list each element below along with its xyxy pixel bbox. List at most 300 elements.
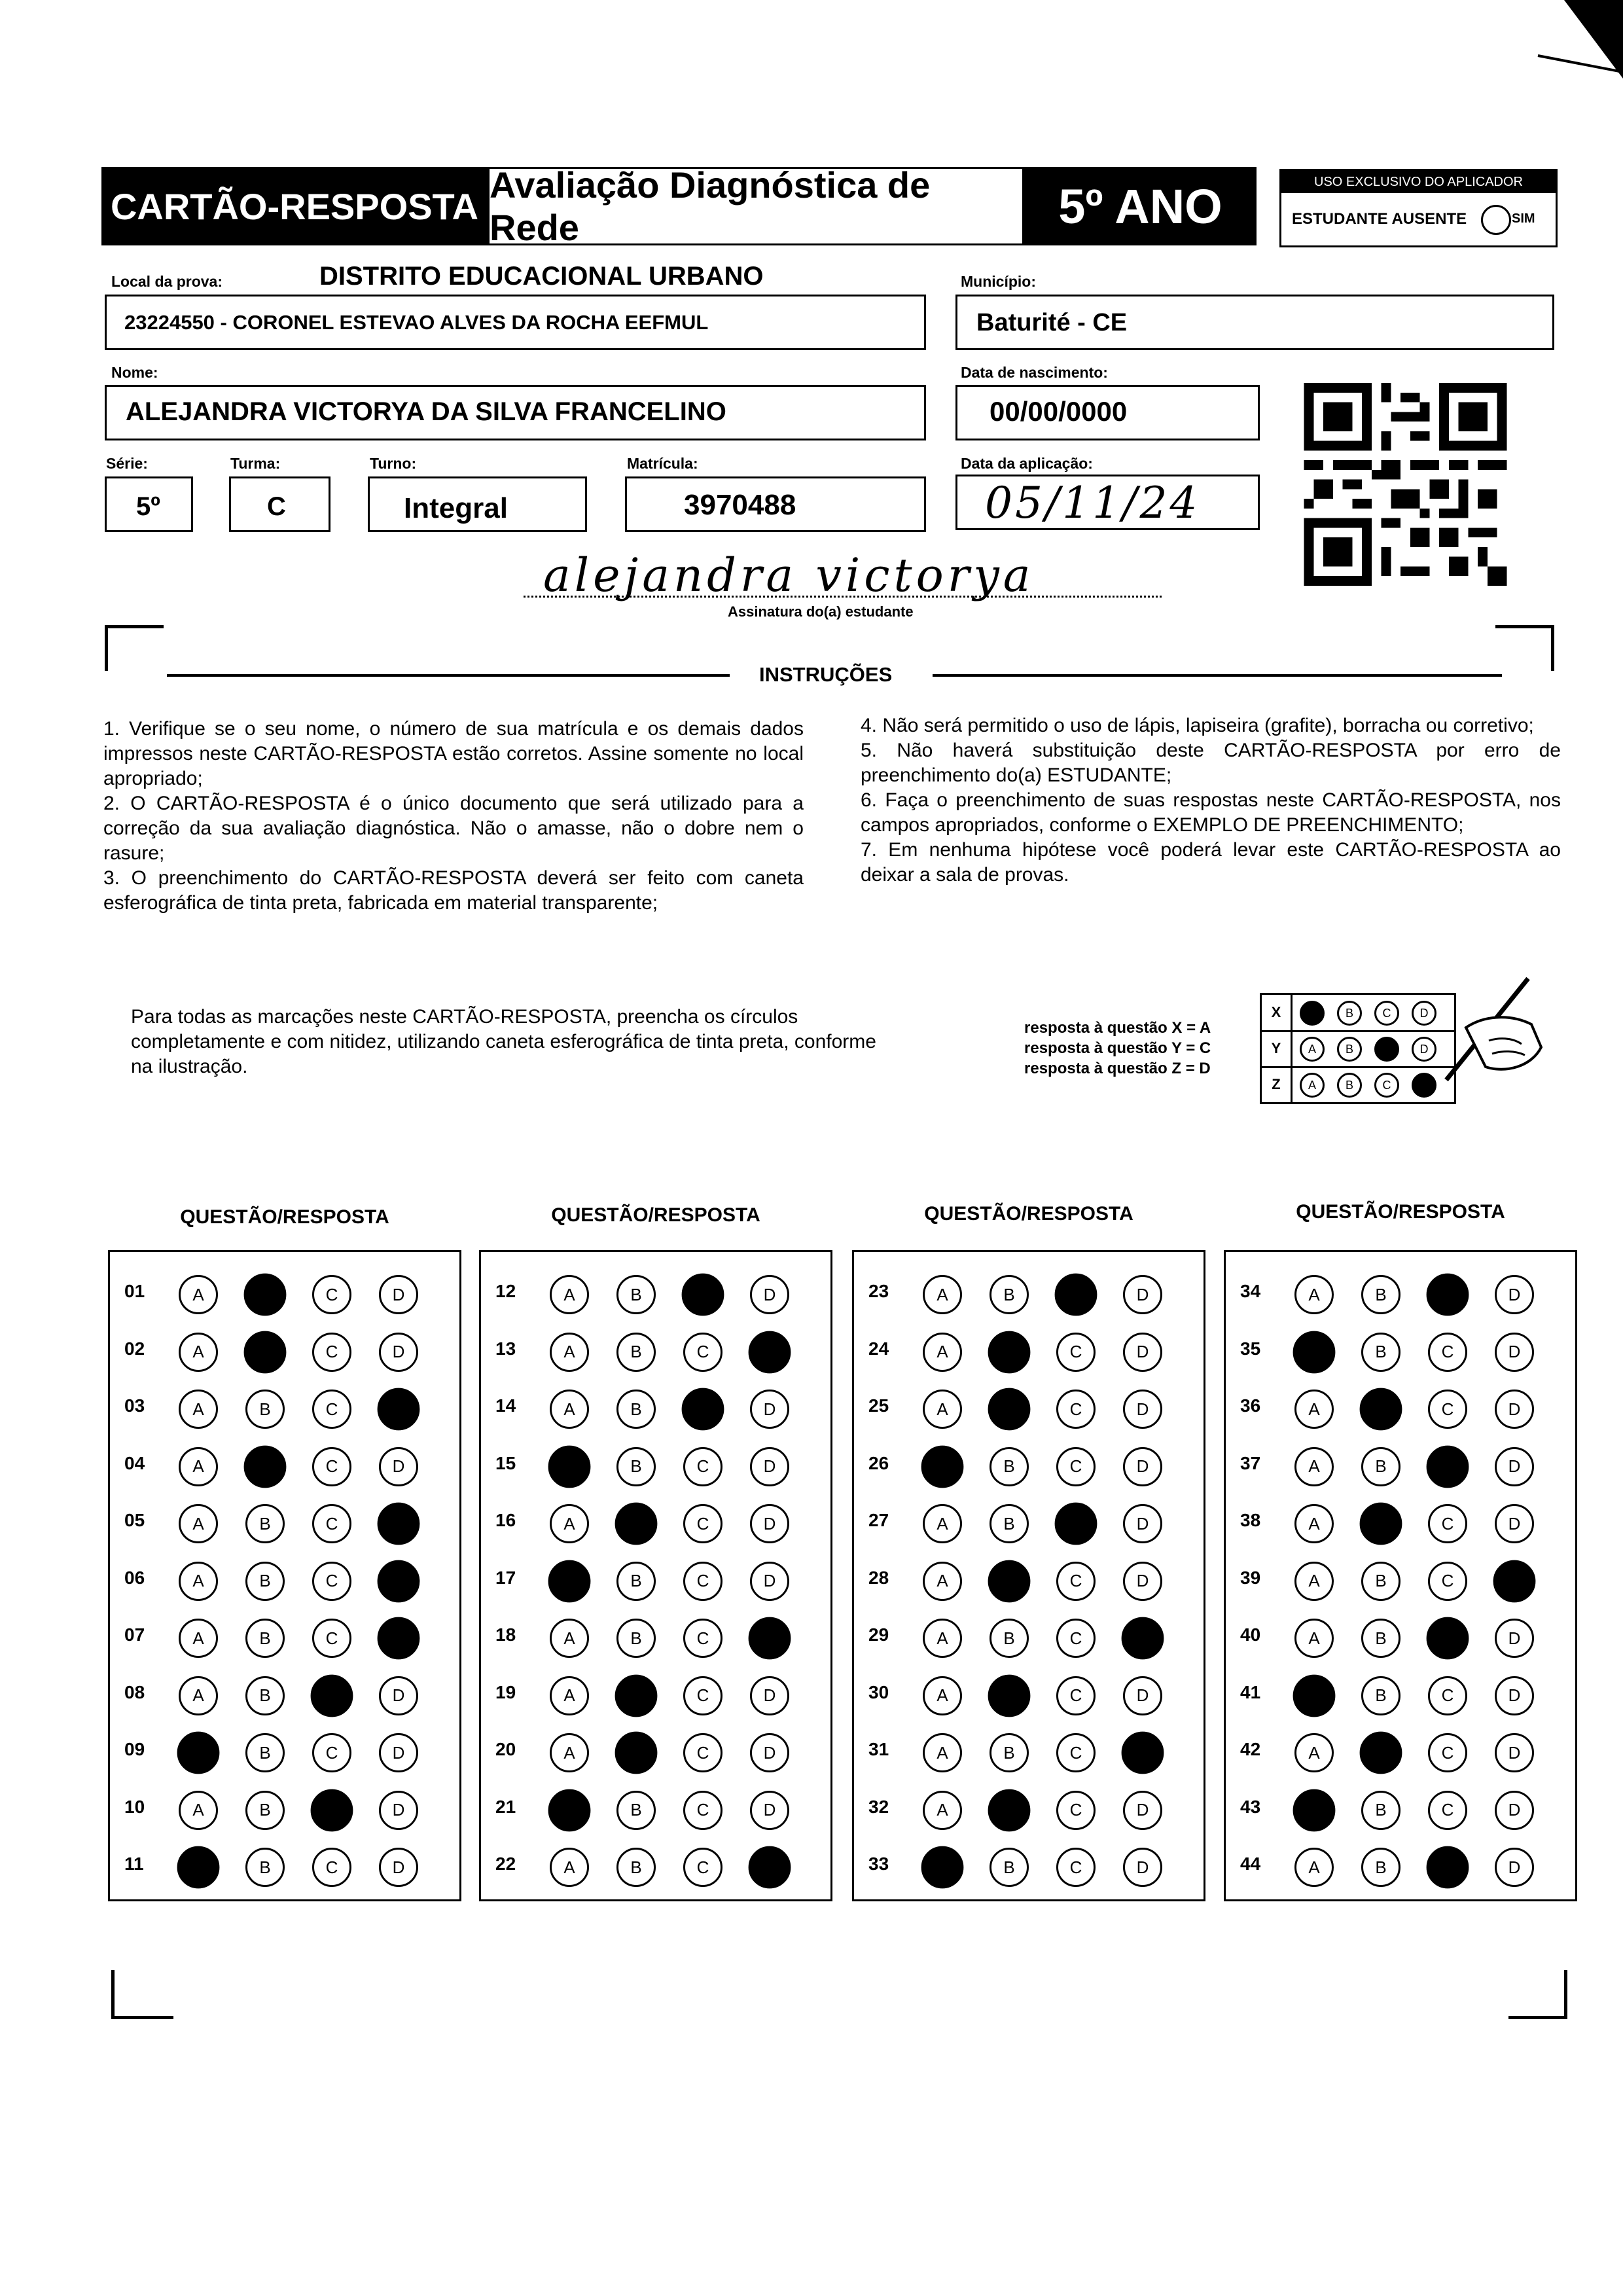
answer-bubble-b[interactable]: B [990,1848,1029,1887]
answer-bubble-b[interactable]: B [988,1388,1031,1431]
answer-bubble-a[interactable]: A [1293,1331,1336,1373]
answer-bubble-c[interactable]: C [1055,1274,1097,1316]
pen-hand-illustration [1427,975,1548,1096]
municipio-label: Município: [961,273,1036,290]
answer-bubble-d[interactable]: D [1123,1504,1162,1543]
question-row [481,1272,830,1311]
signature-line [524,596,1162,598]
question-number: 28 [868,1567,889,1588]
instructions-title: INSTRUÇÕES [759,663,893,686]
answer-bubble-d[interactable]: D [1123,1562,1162,1601]
answer-bubble-b[interactable]: B [990,1504,1029,1543]
answer-bubble-c[interactable]: C [683,1848,722,1887]
crop-mark-tl-h [105,625,164,628]
column-title: QUESTÃO/RESPOSTA [551,1204,760,1226]
answer-bubble-c[interactable]: C [1055,1503,1097,1545]
answer-bubble-c[interactable]: C [1427,1445,1469,1488]
answer-bubble-b[interactable]: B [616,1619,656,1658]
answer-bubble-a[interactable]: A [550,1390,589,1429]
question-number: 01 [124,1281,145,1301]
answer-bubble-c[interactable]: C [1428,1791,1467,1830]
local-label: Local da prova: [111,273,223,290]
answer-bubble-b[interactable]: B [245,1848,285,1887]
answer-bubble-c[interactable]: C [683,1733,722,1772]
column-title: QUESTÃO/RESPOSTA [924,1203,1133,1225]
answer-bubble-d[interactable]: D [1122,1617,1164,1660]
question-row [110,1329,459,1369]
answer-bubble-d[interactable]: D [750,1791,789,1830]
answer-bubble-c[interactable]: C [1056,1676,1096,1715]
answer-bubble-c[interactable]: C [312,1333,351,1372]
answer-bubble-b[interactable]: B [615,1674,658,1717]
answer-bubble-a[interactable]: A [1294,1733,1334,1772]
answer-bubble-b[interactable]: B [616,1333,656,1372]
answer-bubble-b[interactable]: B [616,1848,656,1887]
instruction-4: 4. Não será permitido o uso de lápis, lapiseira (grafite), borracha ou corretivo; [861,715,1534,736]
answer-bubble-a[interactable]: A [923,1791,962,1830]
answer-bubble-a[interactable]: A [1294,1619,1334,1658]
answer-bubble-c[interactable]: C [683,1504,722,1543]
question-number: 27 [868,1510,889,1530]
answer-bubble-a[interactable]: A [923,1390,962,1429]
answer-bubble-a[interactable]: A [1293,1789,1336,1831]
corner-mark-top-right [1525,0,1623,85]
answer-bubble-b[interactable]: B [1361,1275,1400,1314]
answer-bubble-c[interactable]: C [312,1390,351,1429]
example-bubble-d: D [1412,1073,1436,1098]
signature-label: Assinatura do(a) estudante [728,603,914,620]
answer-bubble-d[interactable]: D [749,1846,791,1889]
crop-mark-bl-v [111,1970,115,2019]
answer-bubble-d[interactable]: D [378,1503,420,1545]
question-row [1226,1386,1575,1426]
exam-title: Avaliação Diagnóstica de Rede [488,167,1024,245]
question-number: 29 [868,1624,889,1645]
question-row [1226,1787,1575,1827]
question-number: 07 [124,1624,145,1645]
answer-bubble-d[interactable]: D [1123,1447,1162,1486]
question-row [481,1730,830,1769]
answer-bubble-c[interactable]: C [683,1791,722,1830]
answer-bubble-b[interactable]: B [1361,1619,1400,1658]
crop-mark-br-v [1564,1970,1567,2019]
answer-bubble-a[interactable]: A [1294,1275,1334,1314]
question-number: 26 [868,1452,889,1473]
answer-bubble-a[interactable]: A [550,1275,589,1314]
turma-value: C [267,492,286,521]
qr-code [1302,383,1508,586]
matricula-value: 3970488 [684,489,796,521]
example-bubble-b: B [1337,1037,1362,1062]
example-line-z: resposta à questão Z = D [1024,1060,1211,1077]
answer-bubble-c[interactable]: C [1428,1390,1467,1429]
answer-bubble-a[interactable]: A [179,1275,218,1314]
answer-bubble-a[interactable]: A [179,1562,218,1601]
answer-bubble-b[interactable]: B [1361,1848,1400,1887]
answer-bubble-a[interactable]: A [179,1504,218,1543]
answer-bubble-a[interactable]: A [1294,1504,1334,1543]
answer-bubble-d[interactable]: D [750,1562,789,1601]
question-row [1226,1444,1575,1483]
question-row [854,1272,1204,1311]
answer-bubble-c[interactable]: C [1056,1619,1096,1658]
question-row [854,1558,1204,1598]
instruction-2: 2. O CARTÃO-RESPOSTA é o único documento que será utilizado para a correção da sua avaliação diagnóstica. Não o amasse, não o dobre nem o rasure; [103,793,804,864]
question-row [854,1386,1204,1426]
question-number: 31 [868,1739,889,1759]
answer-bubble-b[interactable]: B [988,1331,1031,1373]
answer-bubble-c[interactable]: C [1428,1676,1467,1715]
answer-bubble-a[interactable]: A [177,1732,220,1774]
answer-bubble-b[interactable]: B [990,1619,1029,1658]
answer-bubble-a[interactable]: A [179,1390,218,1429]
question-row [481,1329,830,1369]
question-number: 18 [495,1624,516,1645]
example-row-label: Z [1262,1067,1293,1102]
answer-bubble-a[interactable]: A [550,1504,589,1543]
answer-bubble-a[interactable]: A [1294,1848,1334,1887]
answer-bubble-d[interactable]: D [1495,1275,1534,1314]
answer-bubble-a[interactable]: A [1294,1447,1334,1486]
answer-bubble-c[interactable]: C [312,1619,351,1658]
nascimento-label: Data de nascimento: [961,364,1108,381]
answer-bubble-d[interactable]: D [1123,1333,1162,1372]
column-title: QUESTÃO/RESPOSTA [180,1206,389,1228]
fill-note: Para todas as marcações neste CARTÃO-RESPOSTA, preencha os círculos completamente e com nitidez, utilizando caneta esferográfica de tinta preta, conforme na ilustração. [131,1006,876,1077]
answer-bubble-a[interactable]: A [179,1447,218,1486]
answer-bubble-c[interactable]: C [683,1447,722,1486]
answer-bubble-a[interactable]: A [923,1504,962,1543]
absent-label: ESTUDANTE AUSENTE [1292,210,1467,228]
question-number: 16 [495,1510,516,1530]
answer-bubble-d[interactable]: D [379,1733,418,1772]
answer-bubble-a[interactable]: A [179,1333,218,1372]
crop-mark-br-h [1508,2016,1567,2019]
instruction-6: 6. Faça o preenchimento de suas respostas neste CARTÃO-RESPOSTA, nos campos apropriados, conforme o EXEMPLO DE PREENCHIMENTO; [861,789,1561,836]
answer-bubble-d[interactable]: D [749,1617,791,1660]
turma-label: Turma: [230,455,281,472]
answer-bubble-a[interactable]: A [548,1560,591,1602]
answer-bubble-d[interactable]: D [379,1848,418,1887]
answer-bubble-a[interactable]: A [179,1619,218,1658]
question-number: 34 [1240,1281,1261,1301]
answer-bubble-b[interactable]: B [990,1733,1029,1772]
instruction-1: 1. Verifique se o seu nome, o número de sua matrícula e os demais dados impressos neste CARTÃO-RESPOSTA estão corretos. Assine somente no local apropriado; [103,718,804,789]
answer-bubble-a[interactable]: A [921,1445,964,1488]
answer-bubble-c[interactable]: C [312,1275,351,1314]
question-row [481,1787,830,1827]
answer-bubble-c[interactable]: C [1056,1390,1096,1429]
answer-bubble-d[interactable]: D [379,1791,418,1830]
answer-bubble-d[interactable]: D [749,1331,791,1373]
example-line-x: resposta à questão X = A [1024,1019,1211,1037]
question-row [481,1673,830,1712]
instructions-rule-left [167,674,730,677]
answer-bubble-c[interactable]: C [1056,1733,1096,1772]
answer-column-1 [108,1250,461,1901]
answer-bubble-d[interactable]: D [379,1333,418,1372]
question-number: 21 [495,1796,516,1817]
example-bubble-a: A [1300,1073,1325,1098]
answer-bubble-c[interactable]: C [1428,1333,1467,1372]
answer-bubble-c[interactable]: C [1427,1846,1469,1889]
grade-title: 5º ANO [1024,167,1257,245]
answer-bubble-b[interactable]: B [616,1275,656,1314]
answer-bubble-a[interactable]: A [179,1676,218,1715]
question-number: 19 [495,1681,516,1702]
answer-bubble-d[interactable]: D [750,1390,789,1429]
question-row [110,1558,459,1598]
answer-bubble-c[interactable]: C [312,1562,351,1601]
answer-bubble-a[interactable]: A [923,1333,962,1372]
answer-bubble-b[interactable]: B [245,1562,285,1601]
answer-bubble-d[interactable]: D [378,1388,420,1431]
answer-bubble-d[interactable]: D [379,1447,418,1486]
answer-column-2 [479,1250,832,1901]
answer-bubble-c[interactable]: C [682,1274,724,1316]
nome-value: ALEJANDRA VICTORYA DA SILVA FRANCELINO [126,397,726,426]
answer-bubble-b[interactable]: B [615,1732,658,1774]
answer-bubble-a[interactable]: A [548,1445,591,1488]
example-row [1262,995,1454,1032]
question-row [481,1501,830,1540]
question-row [854,1501,1204,1540]
question-number: 06 [124,1567,145,1588]
answer-bubble-d[interactable]: D [1493,1560,1536,1602]
answer-bubble-d[interactable]: D [750,1275,789,1314]
answer-bubble-c[interactable]: C [682,1388,724,1431]
answer-bubble-b[interactable]: B [1361,1333,1400,1372]
answer-bubble-a[interactable]: A [550,1848,589,1887]
answer-bubble-d[interactable]: D [1495,1333,1534,1372]
answer-bubble-b[interactable]: B [1360,1732,1402,1774]
question-row [110,1787,459,1827]
answer-bubble-d[interactable]: D [1495,1733,1534,1772]
answer-bubble-b[interactable]: B [990,1275,1029,1314]
answer-bubble-a[interactable]: A [923,1619,962,1658]
answer-bubble-a[interactable]: A [1294,1390,1334,1429]
example-row [1262,1067,1454,1102]
answer-bubble-d[interactable]: D [1495,1447,1534,1486]
question-number: 39 [1240,1567,1261,1588]
answer-bubble-b[interactable]: B [988,1789,1031,1831]
question-row [110,1615,459,1655]
answer-bubble-b[interactable]: B [244,1445,287,1488]
answer-bubble-b[interactable]: B [245,1733,285,1772]
question-number: 08 [124,1681,145,1702]
question-number: 02 [124,1338,145,1359]
question-row [481,1844,830,1884]
answer-bubble-a[interactable]: A [923,1733,962,1772]
answer-bubble-d[interactable]: D [1123,1390,1162,1429]
answer-bubble-c[interactable]: C [683,1676,722,1715]
answer-bubble-c[interactable]: C [1056,1562,1096,1601]
answer-bubble-b[interactable]: B [616,1791,656,1830]
answer-bubble-b[interactable]: B [245,1504,285,1543]
example-row-label: Y [1262,1031,1293,1066]
question-number: 12 [495,1281,516,1301]
answer-bubble-b[interactable]: B [1361,1676,1400,1715]
question-row [1226,1673,1575,1712]
aplicacao-label: Data da aplicação: [961,455,1093,472]
answer-bubble-a[interactable]: A [179,1791,218,1830]
question-number: 25 [868,1395,889,1416]
answer-bubble-d[interactable]: D [750,1447,789,1486]
answer-bubble-c[interactable]: C [683,1619,722,1658]
question-number: 04 [124,1452,145,1473]
answer-bubble-c[interactable]: C [1428,1504,1467,1543]
answer-bubble-d[interactable]: D [1495,1676,1534,1715]
answer-bubble-c[interactable]: C [312,1733,351,1772]
question-number: 13 [495,1338,516,1359]
answer-bubble-d[interactable]: D [1123,1275,1162,1314]
example-bubble-b: B [1337,1073,1362,1098]
answer-bubble-c[interactable]: C [311,1674,353,1717]
column-title: QUESTÃO/RESPOSTA [1296,1201,1505,1223]
answer-bubble-b[interactable]: B [245,1791,285,1830]
answer-bubble-c[interactable]: C [683,1562,722,1601]
answer-bubble-c[interactable]: C [1056,1447,1096,1486]
question-row [1226,1272,1575,1311]
answer-bubble-b[interactable]: B [990,1447,1029,1486]
question-row [481,1615,830,1655]
question-row [1226,1844,1575,1884]
question-row [481,1444,830,1483]
answer-bubble-d[interactable]: D [1495,1390,1534,1429]
answer-bubble-c[interactable]: C [1428,1562,1467,1601]
answer-bubble-a[interactable]: A [177,1846,220,1889]
answer-bubble-d[interactable]: D [1495,1848,1534,1887]
answer-bubble-d[interactable]: D [1495,1504,1534,1543]
answer-bubble-c[interactable]: C [312,1848,351,1887]
answer-bubble-d[interactable]: D [1122,1732,1164,1774]
answer-bubble-c[interactable]: C [312,1504,351,1543]
answer-bubble-a[interactable]: A [923,1562,962,1601]
question-number: 22 [495,1854,516,1874]
answer-bubble-a[interactable]: A [550,1733,589,1772]
applicator-label: USO EXCLUSIVO DO APLICADOR [1281,171,1556,193]
municipio-value: Baturité - CE [976,309,1128,336]
answer-bubble-d[interactable]: D [1123,1791,1162,1830]
answer-bubble-c[interactable]: C [1056,1791,1096,1830]
question-number: 33 [868,1854,889,1874]
answer-bubble-b[interactable]: B [1361,1562,1400,1601]
question-number: 40 [1240,1624,1261,1645]
answer-bubble-c[interactable]: C [312,1447,351,1486]
answer-bubble-b[interactable]: B [1360,1388,1402,1431]
question-number: 41 [1240,1681,1261,1702]
answer-bubble-d[interactable]: D [750,1733,789,1772]
turno-label: Turno: [370,455,417,472]
answer-bubble-c[interactable]: C [311,1789,353,1831]
answer-bubble-d[interactable]: D [379,1275,418,1314]
answer-bubble-d[interactable]: D [1495,1619,1534,1658]
answer-bubble-b[interactable]: B [616,1562,656,1601]
answer-bubble-b[interactable]: B [244,1274,287,1316]
answer-bubble-d[interactable]: D [378,1617,420,1660]
question-row [481,1558,830,1598]
question-number: 10 [124,1796,145,1817]
question-number: 09 [124,1739,145,1759]
question-row [1226,1615,1575,1655]
answer-bubble-b[interactable]: B [988,1560,1031,1602]
instruction-5: 5. Não haverá substituição deste CARTÃO-RESPOSTA por erro de preenchimento do(a) ESTUDANTE; [861,740,1561,786]
answer-bubble-a[interactable]: A [923,1676,962,1715]
question-number: 36 [1240,1395,1261,1416]
answer-bubble-a[interactable]: A [1294,1562,1334,1601]
answer-bubble-b[interactable]: B [244,1331,287,1373]
answer-bubble-c[interactable]: C [1056,1848,1096,1887]
question-row [1226,1558,1575,1598]
question-row [110,1844,459,1884]
question-number: 30 [868,1681,889,1702]
answer-bubble-c[interactable]: C [683,1333,722,1372]
serie-label: Série: [106,455,148,472]
answer-bubble-b[interactable]: B [988,1674,1031,1717]
answer-bubble-a[interactable]: A [550,1333,589,1372]
answer-bubble-a[interactable]: A [923,1275,962,1314]
question-row [110,1501,459,1540]
question-row [1226,1730,1575,1769]
answer-bubble-d[interactable]: D [379,1676,418,1715]
matricula-label: Matrícula: [627,455,698,472]
question-row [1226,1501,1575,1540]
instructions-right [861,713,1561,888]
instruction-7: 7. Em nenhuma hipótese você poderá levar este CARTÃO-RESPOSTA ao deixar a sala de provas. [861,839,1561,886]
question-number: 20 [495,1739,516,1759]
question-row [854,1844,1204,1884]
answer-bubble-a[interactable]: A [550,1619,589,1658]
answer-bubble-d[interactable]: D [750,1504,789,1543]
answer-bubble-a[interactable]: A [550,1676,589,1715]
question-row [854,1730,1204,1769]
question-number: 15 [495,1452,516,1473]
answer-bubble-a[interactable]: A [921,1846,964,1889]
aplicacao-value: 05/11/24 [985,478,1200,528]
answer-bubble-b[interactable]: B [616,1447,656,1486]
question-number: 37 [1240,1452,1261,1473]
answer-bubble-a[interactable]: A [548,1789,591,1831]
answer-bubble-b[interactable]: B [245,1619,285,1658]
answer-bubble-c[interactable]: C [1427,1274,1469,1316]
answer-bubble-b[interactable]: B [616,1390,656,1429]
answer-bubble-d[interactable]: D [1495,1791,1534,1830]
absent-checkbox[interactable] [1481,205,1511,235]
example-bubble-c: C [1374,1037,1399,1062]
instruction-3: 3. O preenchimento do CARTÃO-RESPOSTA deverá ser feito com caneta esferográfica de tinta preta, fabricada em material transparente; [103,867,804,914]
answer-bubble-b[interactable]: B [245,1676,285,1715]
answer-bubble-b[interactable]: B [1360,1503,1402,1545]
question-number: 43 [1240,1796,1261,1817]
answer-bubble-d[interactable]: D [1123,1676,1162,1715]
answer-bubble-d[interactable]: D [1123,1848,1162,1887]
answer-bubble-d[interactable]: D [378,1560,420,1602]
answer-bubble-c[interactable]: C [1056,1333,1096,1372]
question-row [110,1444,459,1483]
answer-bubble-a[interactable]: A [1293,1674,1336,1717]
answer-bubble-b[interactable]: B [1361,1447,1400,1486]
question-number: 03 [124,1395,145,1416]
answer-bubble-c[interactable]: C [1427,1617,1469,1660]
district-name: DISTRITO EDUCACIONAL URBANO [319,262,764,291]
answer-bubble-b[interactable]: B [245,1390,285,1429]
answer-bubble-b[interactable]: B [1361,1791,1400,1830]
question-row [854,1329,1204,1369]
answer-bubble-b[interactable]: B [615,1503,658,1545]
answer-bubble-d[interactable]: D [750,1676,789,1715]
answer-bubble-c[interactable]: C [1428,1733,1467,1772]
crop-mark-tr-h [1495,625,1554,628]
